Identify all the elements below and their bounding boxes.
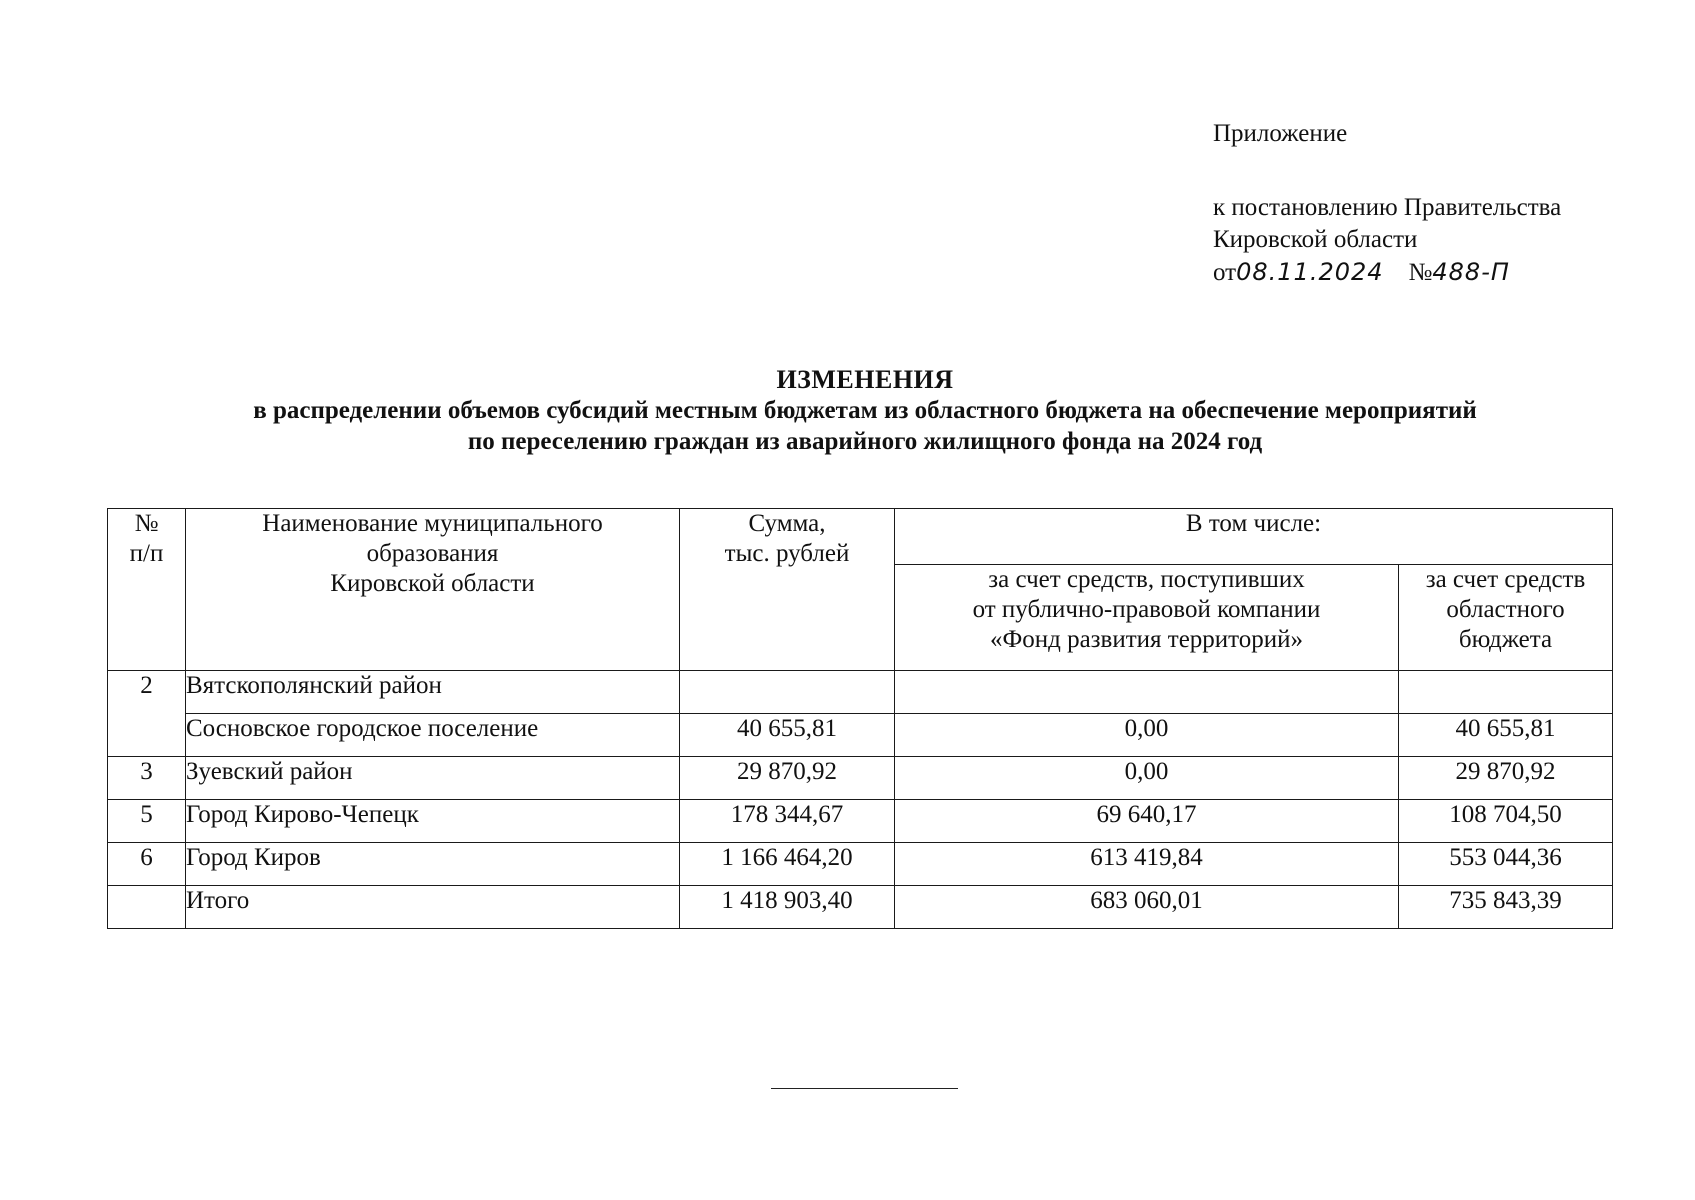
row-name: Сосновское городское поселение — [186, 714, 680, 757]
row-sum: 178 344,67 — [680, 800, 895, 843]
row-fund: 683 060,01 — [895, 886, 1399, 929]
row-name: Зуевский район — [186, 757, 680, 800]
header-region: за счет средств областного бюджета — [1399, 565, 1613, 671]
row-fund: 0,00 — [895, 714, 1399, 757]
row-fund: 613 419,84 — [895, 843, 1399, 886]
row-sum: 29 870,92 — [680, 757, 895, 800]
heading-line-2: по переселению граждан из аварийного жилищного фонда на 2024 год — [467, 428, 1263, 455]
table-row — [108, 671, 1613, 714]
header-sum: Сумма, тыс. рублей — [680, 509, 895, 671]
row-num: 2 — [108, 671, 186, 757]
row-sum: 40 655,81 — [680, 714, 895, 757]
row-num — [108, 886, 186, 929]
header-fund: за счет средств, поступивших от публично-правовой компании «Фонд развития территорий» — [895, 565, 1399, 671]
annex-line-2: Кировской области — [1213, 226, 1418, 253]
annex-block — [1213, 118, 1673, 289]
subsidy-table — [107, 508, 1613, 929]
row-region: 40 655,81 — [1399, 714, 1613, 757]
row-fund: 0,00 — [895, 757, 1399, 800]
table-row — [108, 800, 1613, 843]
row-name: Итого — [186, 886, 680, 929]
date-prefix: от — [1213, 259, 1237, 286]
table-row — [108, 843, 1613, 886]
handwritten-date: 08.11.2024 — [1236, 258, 1384, 286]
document-title: ИЗМЕНЕНИЯ — [776, 365, 954, 394]
header-name: Наименование муниципального образования Кировской области — [186, 509, 680, 671]
table-total-row — [108, 886, 1613, 929]
row-region: 553 044,36 — [1399, 843, 1613, 886]
annex-date-line — [1213, 256, 1673, 289]
annex-title: Приложение — [1213, 120, 1348, 147]
row-name: Вятскополянский район — [186, 671, 680, 714]
annex-line-1: к постановлению Правительства — [1213, 194, 1562, 221]
row-region: 735 843,39 — [1399, 886, 1613, 929]
row-name: Город Кирово-Чепецк — [186, 800, 680, 843]
row-sum — [680, 671, 895, 714]
row-num: 5 — [108, 800, 186, 843]
row-num: 6 — [108, 843, 186, 886]
row-fund: 69 640,17 — [895, 800, 1399, 843]
row-sum: 1 166 464,20 — [680, 843, 895, 886]
number-prefix: № — [1408, 259, 1433, 286]
header-including: В том числе: — [895, 509, 1613, 565]
table-row — [108, 714, 1613, 757]
end-separator-line — [771, 1088, 958, 1089]
table-row — [108, 757, 1613, 800]
handwritten-number: 488-П — [1432, 258, 1510, 286]
row-region: 29 870,92 — [1399, 757, 1613, 800]
document-heading — [0, 364, 1695, 457]
header-num: № п/п — [108, 509, 186, 671]
row-name: Город Киров — [186, 843, 680, 886]
heading-line-1: в распределении объемов субсидий местным бюджетам из областного бюджета на обеспечение мероприятий — [253, 397, 1477, 424]
row-sum: 1 418 903,40 — [680, 886, 895, 929]
row-region: 108 704,50 — [1399, 800, 1613, 843]
row-num: 3 — [108, 757, 186, 800]
row-fund — [895, 671, 1399, 714]
row-region — [1399, 671, 1613, 714]
